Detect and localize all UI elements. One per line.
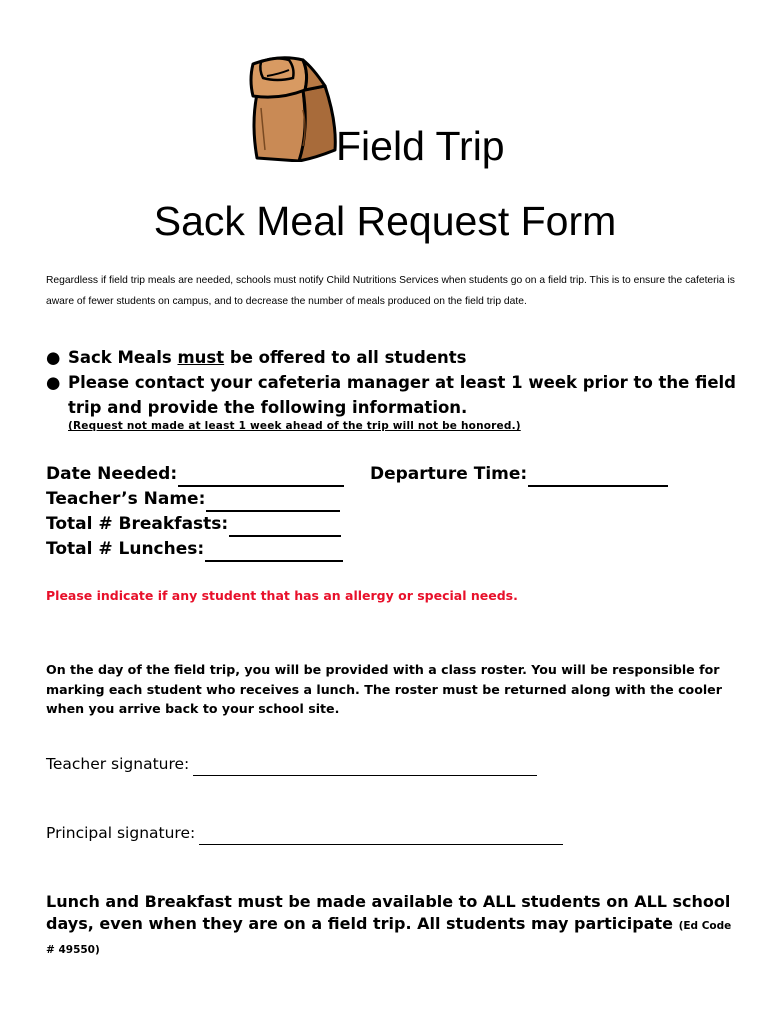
bullet1-emphasis: must (177, 348, 225, 367)
bullet-icon: ● (46, 373, 61, 392)
total-breakfasts-blank[interactable] (229, 515, 341, 537)
title-field-trip: Field Trip (336, 123, 505, 169)
list-item (46, 370, 736, 420)
list-item (46, 345, 736, 370)
total-breakfasts-field[interactable] (46, 512, 341, 537)
bullet-icon: ● (46, 348, 61, 367)
teacher-name-blank[interactable] (206, 490, 340, 512)
bullet2-text: Please contact your cafeteria manager at least 1 week prior to the field trip and provide the following information. (68, 373, 736, 417)
departure-time-field[interactable] (370, 462, 668, 487)
requirements-list (46, 345, 736, 420)
departure-time-blank[interactable] (528, 465, 668, 487)
teacher-signature-label: Teacher signature: (46, 755, 190, 773)
principal-signature-field[interactable] (46, 821, 563, 845)
teacher-name-field[interactable] (46, 487, 340, 512)
date-needed-label: Date Needed: (46, 464, 178, 484)
principal-signature-label: Principal signature: (46, 824, 196, 842)
date-needed-field[interactable] (46, 462, 344, 487)
teacher-name-label: Teacher’s Name: (46, 489, 206, 509)
footer-notice (46, 891, 736, 961)
footer-text: Lunch and Breakfast must be made available to ALL students on ALL school days, even when they are on a field trip. All students may participate (46, 892, 731, 933)
title-sack-meal-request-form: Sack Meal Request Form (153, 198, 617, 244)
total-lunches-label: Total # Lunches: (46, 539, 205, 559)
bullet1-text-end: be offered to all students (224, 348, 467, 367)
ed-code-reference: (Ed Code # 49550) (46, 920, 732, 956)
total-lunches-field[interactable] (46, 537, 343, 562)
paper-sack-icon (243, 50, 343, 162)
total-lunches-blank[interactable] (205, 540, 343, 562)
principal-signature-line[interactable] (199, 826, 563, 845)
allergy-notice: Please indicate if any student that has an allergy or special needs. (46, 588, 518, 603)
departure-time-label: Departure Time: (370, 464, 528, 484)
teacher-signature-field[interactable] (46, 752, 537, 776)
date-needed-blank[interactable] (178, 465, 344, 487)
total-breakfasts-label: Total # Breakfasts: (46, 514, 229, 534)
intro-paragraph: Regardless if field trip meals are needed, schools must notify Child Nutritions Services when students go on a field trip. This is to ensure the cafeteria is aware of fewer students on campus, and to decrease the number of meals produced on the field trip date. (46, 275, 735, 307)
bullet1-text-start: Sack Meals (68, 348, 178, 367)
roster-instructions: On the day of the field trip, you will be provided with a class roster. You will be responsible for marking each student who receives a lunch. The roster must be returned along with the cooler when you arrive back to your school site. (46, 662, 722, 716)
teacher-signature-line[interactable] (193, 757, 537, 776)
request-deadline-note: (Request not made at least 1 week ahead of the trip will not be honored.) (68, 420, 521, 432)
